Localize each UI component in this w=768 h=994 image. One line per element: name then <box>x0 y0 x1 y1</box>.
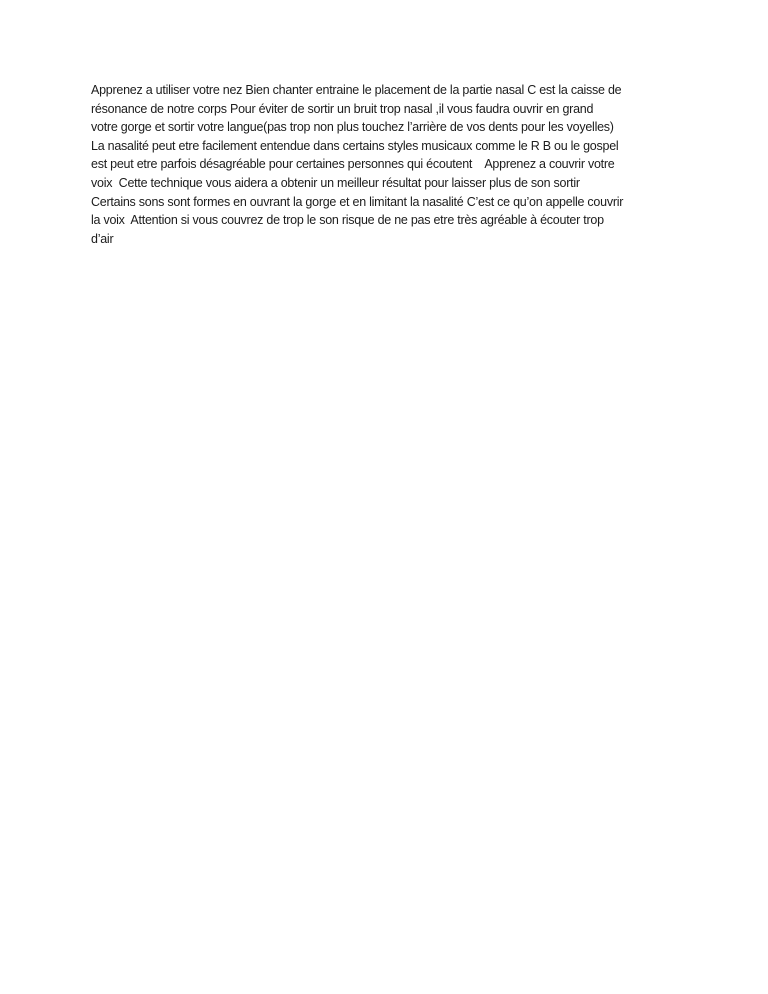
paragraph-line: voix Cette technique vous aidera a obtenir un meilleur résultat pour laisser plus de son sortir <box>91 175 580 190</box>
body-paragraph <box>91 81 711 248</box>
paragraph-line: La nasalité peut etre facilement entendue dans certains styles musicaux comme le R B ou le gospel <box>91 138 619 153</box>
paragraph-line: la voix Attention si vous couvrez de trop le son risque de ne pas etre très agréable à écouter trop <box>91 213 604 228</box>
paragraph-line: d’air <box>91 231 114 246</box>
paragraph-line: votre gorge et sortir votre langue(pas trop non plus touchez l’arrière de vos dents pour les voyelles) <box>91 120 614 135</box>
paragraph-line: Certains sons sont formes en ouvrant la gorge et en limitant la nasalité C’est ce qu’on appelle couvrir <box>91 194 624 209</box>
paragraph-line: Apprenez a utiliser votre nez Bien chanter entraine le placement de la partie nasal C est la caisse de <box>91 83 622 97</box>
paragraph-line: résonance de notre corps Pour éviter de sortir un bruit trop nasal ,il vous faudra ouvrir en grand <box>91 101 594 116</box>
paragraph-line: est peut etre parfois désagréable pour certaines personnes qui écoutent Apprenez a couvrir votre <box>91 157 615 172</box>
